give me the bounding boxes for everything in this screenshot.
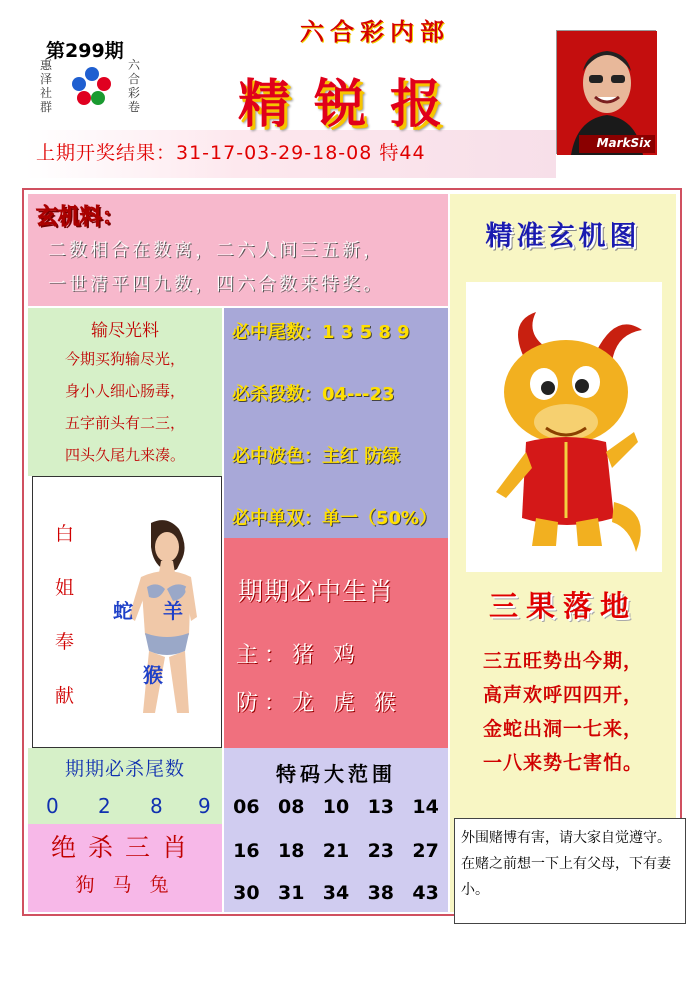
tail-digit: 2 <box>98 794 111 818</box>
shu-section <box>28 308 222 476</box>
tail-title: 期期必杀尾数 <box>64 758 185 780</box>
poem-line: 三五旺势出今期， <box>482 650 643 672</box>
dragon-icon <box>466 282 662 572</box>
special-number: 13 <box>367 796 395 818</box>
shu-line: 四头久尾九来凑。 <box>64 446 185 464</box>
special-number: 18 <box>277 840 305 862</box>
kill-zodiacs: 狗 马 兔 <box>75 874 175 896</box>
baijie-char: 奉 <box>55 631 75 653</box>
xuanji-line: 一世清平四九数，四六合数来特奖。 <box>48 274 384 295</box>
logo-text-left: 惠泽社群 <box>40 58 53 114</box>
community-logo <box>36 58 158 116</box>
special-number: 23 <box>367 840 395 862</box>
special-row <box>224 796 448 818</box>
baijie-char: 献 <box>55 685 75 707</box>
shengxiao-title: 期期必中生肖 <box>238 577 395 606</box>
poem-line: 高声欢呼四四开， <box>482 684 643 706</box>
prediction-item: 必中波色：主红 防绿 <box>232 446 401 467</box>
shengxiao-main: 主：猪 鸡 <box>236 643 361 668</box>
tail-section <box>28 748 222 824</box>
prediction-item: 必杀段数：04---23 <box>232 384 395 405</box>
special-number: 06 <box>233 796 260 818</box>
last-result: 上期开奖结果：31-17-03-29-18-08 特44 <box>36 142 426 164</box>
portrait-image <box>556 30 656 154</box>
special-number: 30 <box>233 882 260 904</box>
prediction-item: 必中尾数：1 3 5 8 9 <box>232 322 410 343</box>
issue-number: 第299期 <box>46 40 124 62</box>
baijie-section <box>32 476 222 748</box>
poem-line: 金蛇出洞一七来， <box>482 718 643 740</box>
zodiac-label: 羊 <box>163 599 183 623</box>
prediction-item: 必中单双：单一（50%） <box>232 508 438 529</box>
sanguo-title: 三果落地 <box>488 589 637 623</box>
page-title: 精锐报 <box>238 74 467 135</box>
kill-title: 绝杀三肖 <box>50 833 199 862</box>
baijie-char: 白 <box>55 523 75 545</box>
xuanji-section <box>28 194 448 306</box>
poem-line: 一八来势七害怕。 <box>482 752 643 774</box>
shu-line: 身小人细心肠毒， <box>64 382 185 400</box>
special-number: 21 <box>322 840 350 862</box>
special-number: 16 <box>233 840 260 862</box>
shu-line: 今期买狗输尽光， <box>64 350 185 368</box>
special-number: 27 <box>412 840 439 862</box>
right-column <box>450 194 676 912</box>
flower-logo-icon <box>70 66 114 106</box>
zodiac-label: 猴 <box>143 663 163 687</box>
kill-section <box>28 824 222 912</box>
shengxiao-guard: 防：龙 虎 猴 <box>236 691 402 716</box>
xuanji-title: 玄机料： <box>36 205 125 230</box>
special-number: 43 <box>412 882 439 904</box>
dragon-image <box>466 282 662 572</box>
special-number: 31 <box>277 882 305 904</box>
special-number: 10 <box>322 796 350 818</box>
xuanji-image-title: 精准玄机图 <box>485 221 641 252</box>
special-row <box>224 882 448 904</box>
special-number: 38 <box>367 882 395 904</box>
portrait-caption: MarkSix <box>596 136 651 150</box>
predictions-section <box>224 308 448 538</box>
special-row <box>224 840 448 862</box>
shengxiao-section <box>224 538 448 748</box>
tail-digit: 0 <box>46 794 59 818</box>
special-number: 34 <box>322 882 350 904</box>
tail-digit: 8 <box>150 794 163 818</box>
special-number: 08 <box>277 796 305 818</box>
shu-title: 输尽光料 <box>91 321 159 341</box>
logo-text-right: 六合彩卷 <box>128 58 141 114</box>
org-name: 六合彩内部 <box>300 18 450 46</box>
special-number: 14 <box>412 796 439 818</box>
special-section <box>224 748 448 912</box>
shu-line: 五字前头有二三， <box>64 414 185 432</box>
gambling-warning: 外围赌博有害，请大家自觉遵守。在赌之前想一下上有父母，下有妻小。 <box>454 818 686 924</box>
baijie-char: 姐 <box>55 577 75 599</box>
xuanji-line: 二数相合在数离，二六人间三五新， <box>48 240 384 261</box>
tail-digit: 9 <box>198 794 211 818</box>
special-title: 特码大范围 <box>276 762 396 786</box>
zodiac-label: 蛇 <box>113 599 133 623</box>
